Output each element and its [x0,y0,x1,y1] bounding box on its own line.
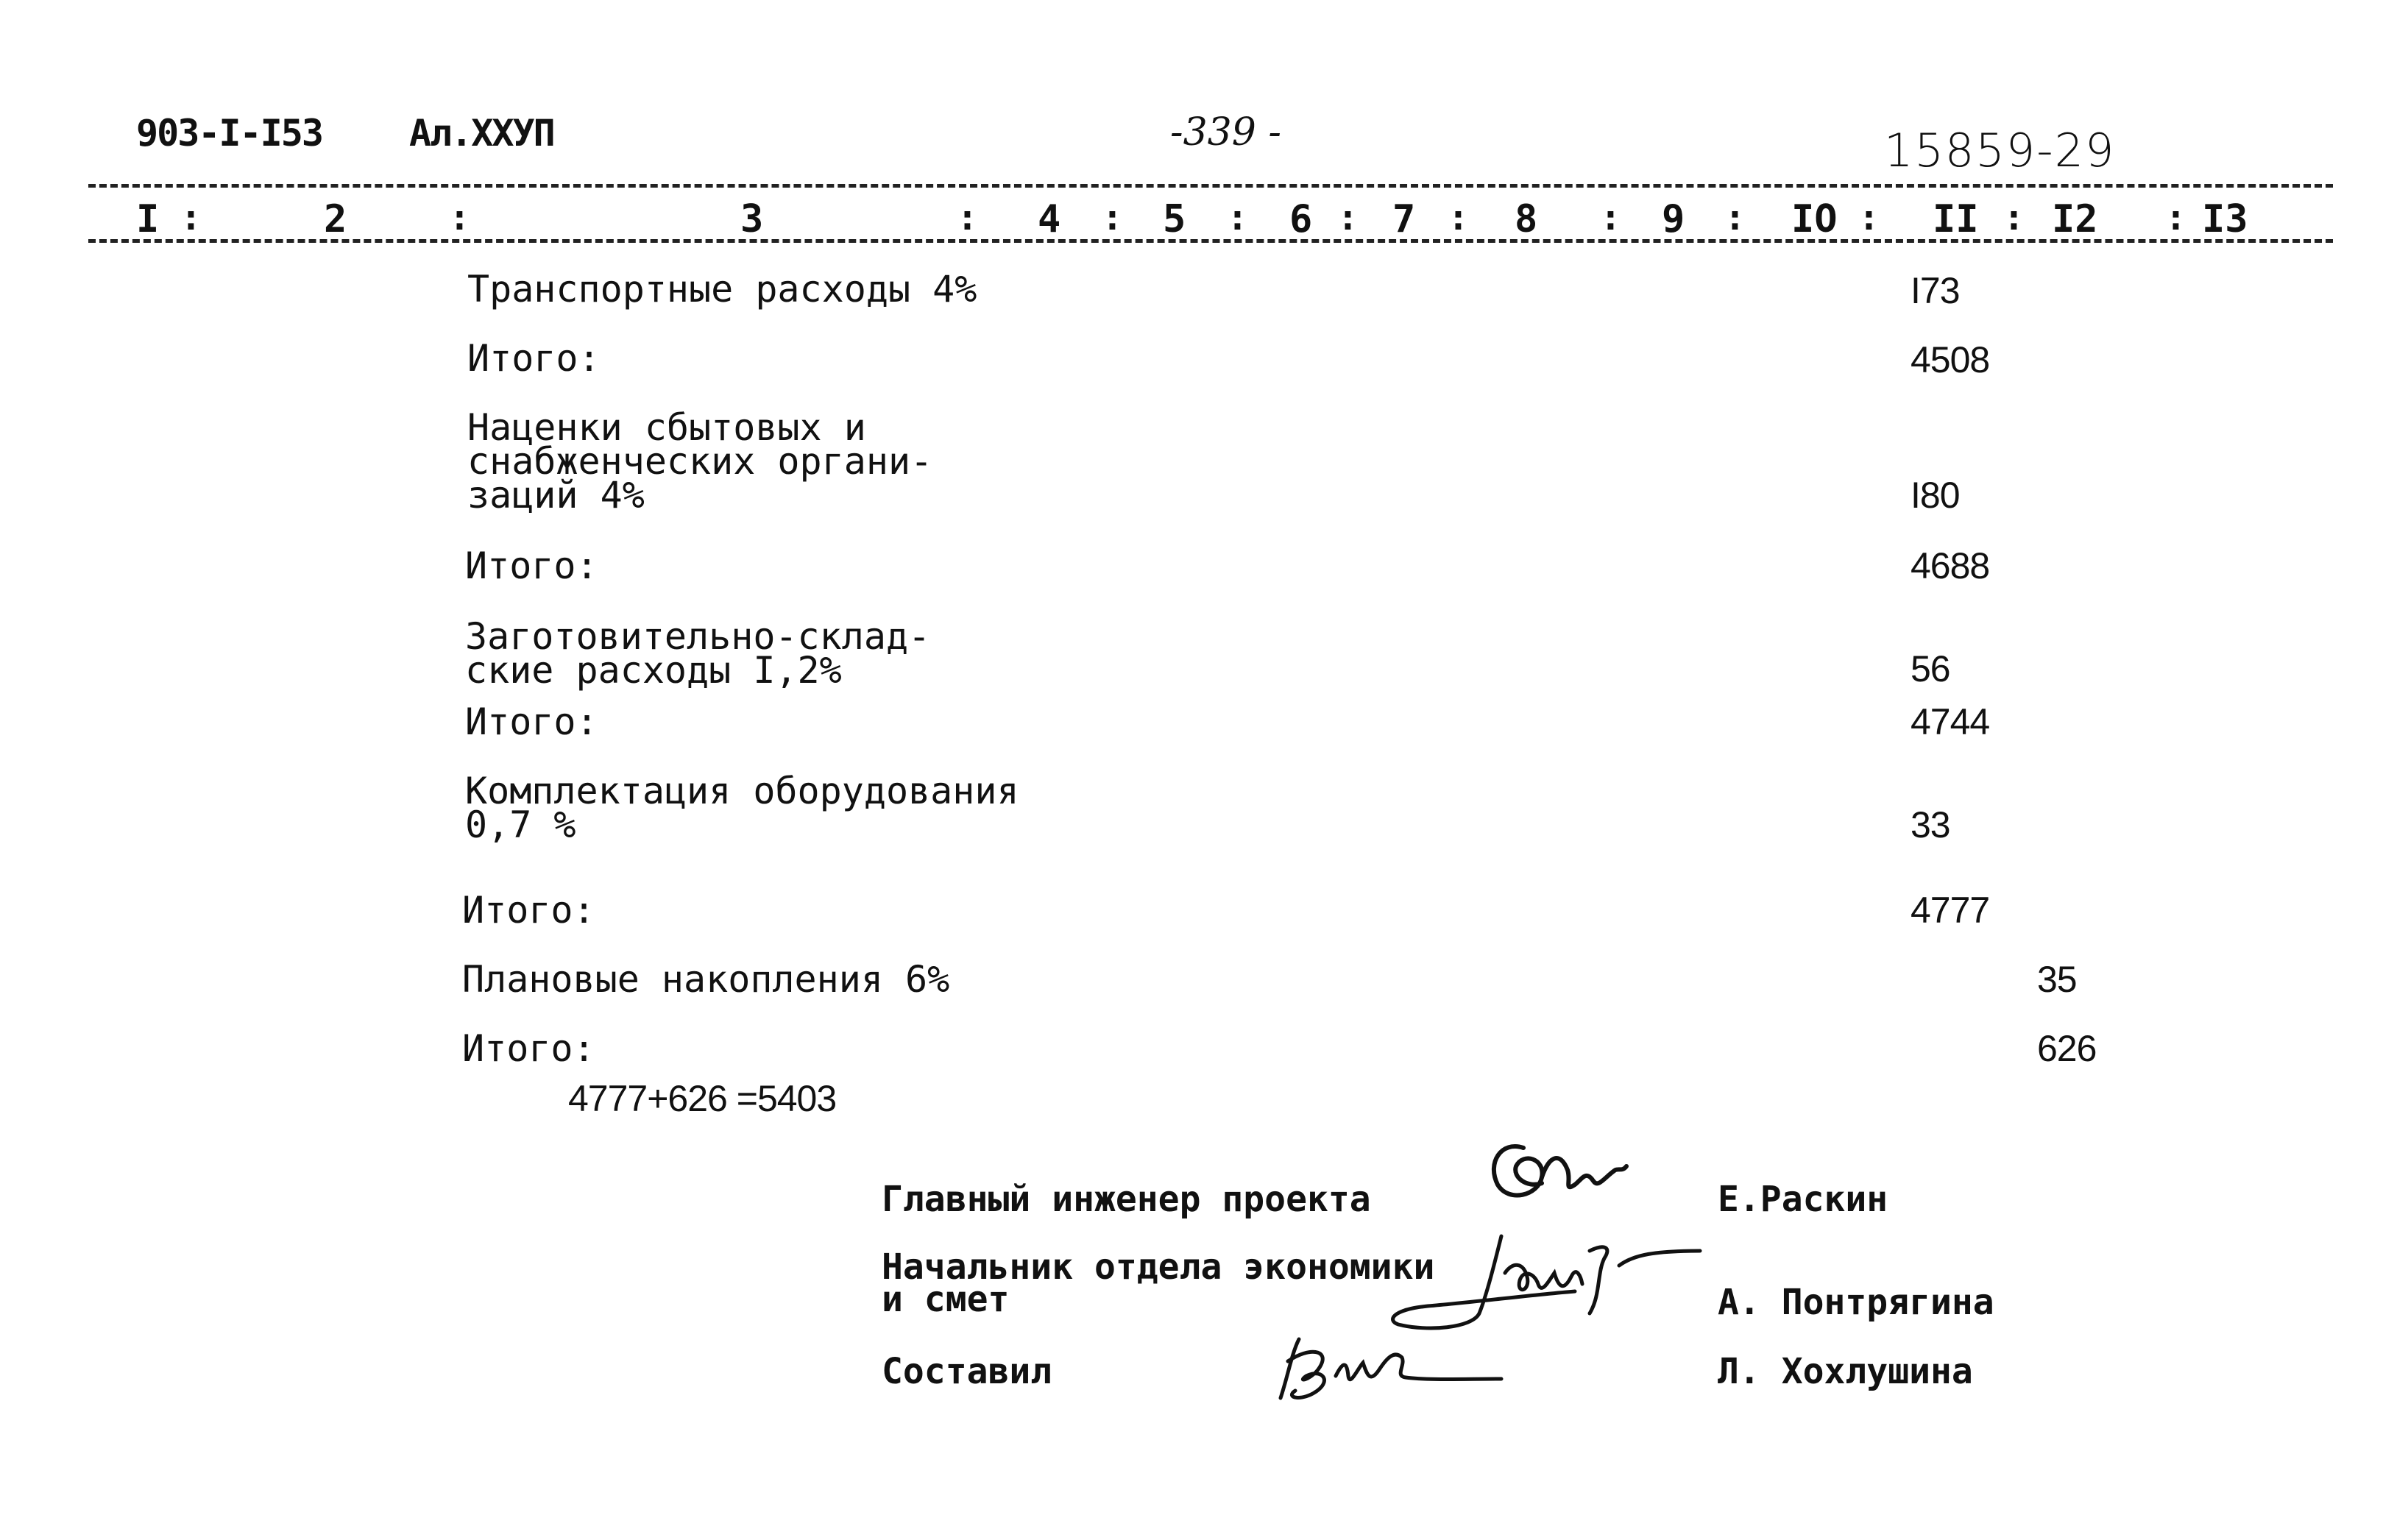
column-number: I2 [2052,197,2098,241]
row-value-transport: I73 [1911,270,1960,311]
column-number: 2 [324,197,347,241]
column-separator: : [1227,197,1248,238]
column-separator: : [1102,197,1123,238]
column-separator: : [1600,197,1621,238]
row-value-equipment: 33 [1911,804,1950,845]
signature-name-chief-engineer: Е.Раскин [1718,1179,1888,1220]
column-number: 8 [1515,197,1538,241]
row-label-total-4: Итого: [462,889,595,932]
signature-title-line: Начальник отдела экономики [882,1246,1435,1288]
column-number: 4 [1038,197,1061,241]
row-label-total-1: Итого: [467,337,601,380]
row-label-line: ские расходы I,2% [465,649,842,692]
column-separator: : [957,197,978,238]
signature-title-chief-engineer: Главный инженер проекта [882,1179,1371,1220]
album-number: Ал.ХХУП [409,112,554,155]
row-value-markup: I80 [1911,475,1960,516]
column-separator: : [449,197,470,238]
column-number: 3 [740,197,764,241]
column-number: I [136,197,160,241]
row-label-line: Заготовительно-склад- [465,615,931,658]
row-value-total-3: 4744 [1911,701,1990,742]
table-header-rule [88,239,2333,243]
row-label-total-3: Итого: [465,700,598,743]
row-value-total-4: 4777 [1911,890,1990,931]
signature-name-economics-head: А. Понтрягина [1718,1282,1994,1323]
table-top-rule [88,184,2333,188]
column-number: IO [1791,197,1838,241]
project-code: 903-I-I53 [136,112,322,155]
column-separator: : [180,197,202,238]
column-separator: : [1337,197,1359,238]
row-label-line: Наценки сбытовых и [467,406,866,449]
signature-title-line: и смет [882,1279,1010,1320]
row-value-total-1: 4508 [1911,339,1990,380]
column-separator: : [2003,197,2025,238]
row-value-planned: 35 [2037,959,2077,1000]
signature-title-compiler: Составил [882,1351,1052,1392]
page-number: -339 - [1170,110,1281,155]
column-number: II [1933,197,1979,241]
column-number: I3 [2202,197,2248,241]
row-label-line: 0,7 % [465,803,576,846]
signature-name-compiler: Л. Хохлушина [1718,1351,1973,1392]
row-label-markup [467,406,933,517]
row-label-line: заций 4% [467,474,645,517]
row-label-planned: Плановые накопления 6% [462,958,950,1001]
row-label-equipment [465,770,1019,846]
row-label-line: Комплектация оборудования [465,770,1019,812]
row-label-warehouse [465,615,931,692]
row-value-total-5: 626 [2037,1028,2097,1069]
signature-title-economics-head [882,1246,1435,1320]
column-separator: : [1724,197,1746,238]
handwritten-code: 15859-29 [1884,124,2116,177]
column-number: 9 [1662,197,1685,241]
column-number: 6 [1289,197,1313,241]
column-number: 5 [1163,197,1186,241]
column-separator: : [1448,197,1469,238]
row-label-line: снабженческих органи- [467,440,933,483]
row-label-total-2: Итого: [465,544,598,587]
row-value-total-2: 4688 [1911,545,1990,586]
row-label-transport: Транспортные расходы 4% [467,268,977,311]
column-separator: : [2165,197,2186,238]
column-separator: : [1858,197,1880,238]
row-value-warehouse: 56 [1911,648,1950,689]
column-number: 7 [1392,197,1416,241]
handwritten-signature-chief-engineer [1472,1126,1641,1221]
handwritten-signature-compiler [1266,1317,1516,1413]
grand-total-formula: 4777+626 =5403 [568,1078,837,1119]
row-label-total-5: Итого: [462,1027,595,1070]
